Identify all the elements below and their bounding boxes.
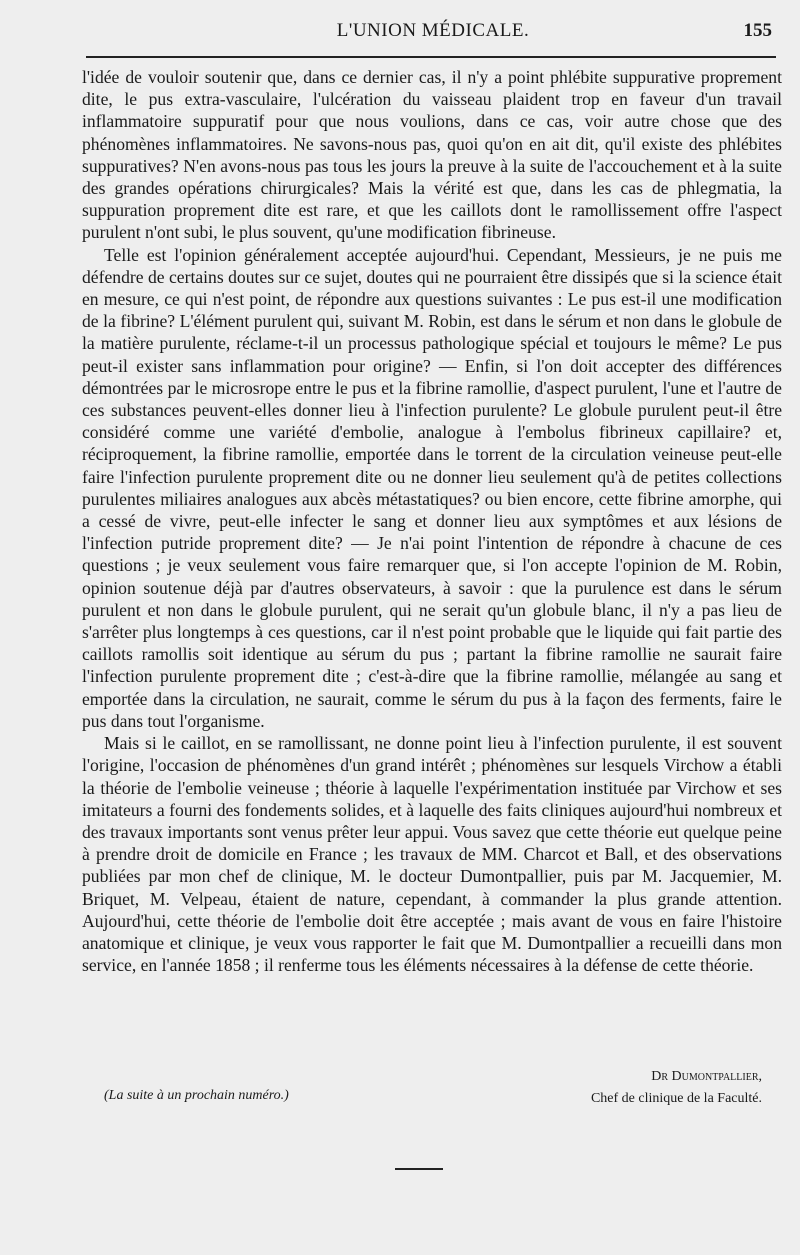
- header-rule: [86, 56, 776, 58]
- signature-title: Chef de clinique de la Faculté.: [590, 1091, 762, 1106]
- page-number: 155: [743, 20, 772, 41]
- signature-title-block: [432, 1088, 762, 1110]
- running-title: L'UNION MÉDICALE.: [336, 20, 530, 41]
- signature-name: Dr Dumontpallier,: [651, 1069, 762, 1084]
- paragraph-2: Telle est l'opinion généralement acceptée aujourd'hui. Cependant, Messieurs, je ne puis me défendre de certains doutes sur ce sujet, doutes qui ne pourraient être dissipés que si la science était en mesure, ce qui n'est point, de répondre aux questions suivantes : Le pus est-il une modification de la fibrine? L'élément purulent qui, suivant M. Robin, est dans le sérum et non dans le globule de la matière purulente, réclame-t-il un processus pathologique spécial et toujours le même? Le pus peut-il exister sans inflammation pour origine? — Enfin, si l'on doit accepter des différences démontrées par le microsrope entre le pus et la fibrine ramollie, d'aspect purulent, l'une et l'autre de ces substances peuvent-elles donner lieu à l'infection purulente? Le globule purulent peut-il être considéré comme une variété d'embolie, analogue à l'embolus fibrineux capillaire? et, réciproquement, la fibrine ramollie, emportée dans le torrent de la circulation veineuse peut-elle faire l'infection purulente proprement dite ou ne donner lieu seulement qu'à de petites collections purulentes miliaires analogues aux abcès métastatiques? ou bien encore, cette fibrine amorphe, qui a cessé de vivre, peut-elle infecter le sang et donner lieu aux symptômes et aux lésions de l'infection putride proprement dite? — Je n'ai point l'intention de répondre à chacune de ces questions ; je veux seulement vous faire remarquer que, si l'on accepte l'opinion de M. Robin, opinion soutenue déjà par d'autres observateurs, à savoir : que la purulence est dans le sérum purulent et non dans le globule purulent, qui ne serait qu'un globule blanc, il n'y a pas lieu de s'arrêter plus longtemps à ces questions, car il n'est point probable que le liquide qui fait partie des caillots ramollis soit identique au sérum du pus ; partant la fibrine ramollie ne saurait faire l'infection purulente proprement dite ; c'est-à-dire que la fibrine ramollie, mélangée au sang et emportée dans la circulation, ne saurait, comme le sérum du pus à la façon des ferments, faire le pus dans tout l'organisme.: [82, 244, 782, 731]
- closing-rule: [395, 1168, 443, 1170]
- article-body: [82, 66, 782, 976]
- paragraph-3: Mais si le caillot, en se ramollissant, ne donne point lieu à l'infection purulente, il est souvent l'origine, l'occasion de phénomènes d'un grand intérêt ; phénomènes sur lesquels Virchow a établi la théorie de l'embolie veineuse ; théorie à laquelle l'expérimentation instituée par Virchow et ses imitateurs a fourni des fondements solides, et à laquelle des faits cliniques aujourd'hui nombreux et des travaux importants sont venus prêter leur appui. Vous savez que cette théorie eut quelque peine à prendre droit de domicile en France ; les travaux de MM. Charcot et Ball, et des observations publiées par mon chef de clinique, M. le docteur Dumontpallier, puis par M. Jacquemier, M. Briquet, M. Velpeau, étaient de nature, cependant, à commander la plus grande attention. Aujourd'hui, cette théorie de l'embolie doit être acceptée ; mais avant de vous en faire l'histoire anatomique et clinique, je veux vous rapporter le fait que M. Dumontpallier a recueilli dans mon service, en l'année 1858 ; il renferme tous les éléments nécessaires à la défense de cette théorie.: [82, 733, 782, 976]
- continuation-note: (La suite à un prochain numéro.): [104, 1088, 289, 1103]
- page-header: [88, 14, 778, 44]
- signature-block: [432, 1066, 762, 1088]
- paragraph-1: l'idée de vouloir soutenir que, dans ce dernier cas, il n'y a point phlébite suppurative proprement dite, le pus extra-vasculaire, l'ulcération du vaisseau plaident trop en faveur d'un travail inflammatoire suppuratif pour que nous voulions, dans ce cas, voir autre chose que des phénomènes inflammatoires. Ne savons-nous pas, quoi qu'on en ait dit, qu'il existe des phlébites suppuratives? N'en avons-nous pas tous les jours la preuve à la suite de l'accouchement et à la suite des grandes opérations chirurgicales? Mais la vérité est que, dans les cas de phlegmatia, la suppuration proprement dite est rare, et que les caillots dont le ramollissement offre l'aspect purulent n'ont subi, le plus souvent, qu'une modification fibrineuse.: [82, 67, 782, 243]
